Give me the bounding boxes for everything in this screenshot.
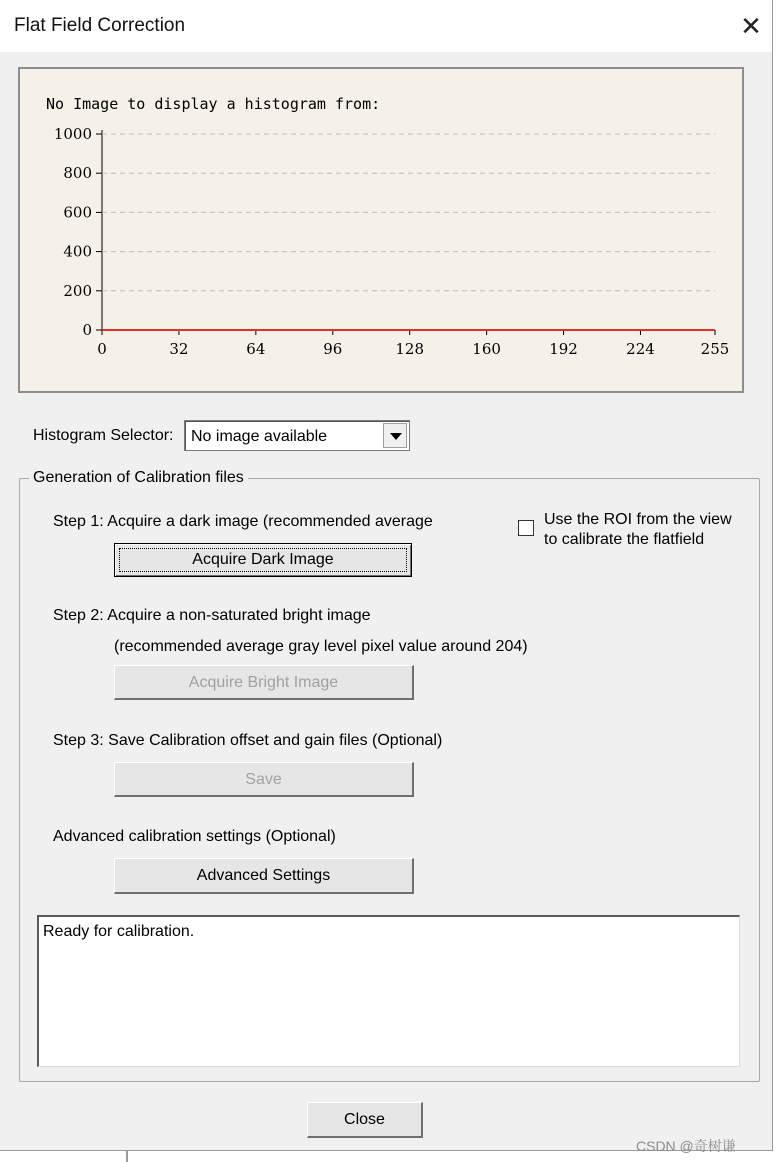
y-tick-label: 0 [82, 321, 92, 339]
acquire-bright-image-label: Acquire Bright Image [188, 674, 339, 691]
advanced-settings-button[interactable] [114, 858, 414, 894]
x-tick-label: 255 [700, 340, 730, 358]
status-log-text: Ready for calibration. [43, 923, 195, 940]
step2-label: Step 2: Acquire a non-saturated bright image [53, 607, 371, 624]
status-log[interactable] [37, 915, 740, 1067]
save-button-label: Save [245, 771, 282, 788]
close-icon[interactable]: ✕ [740, 11, 762, 41]
window-right-edge [773, 0, 780, 1150]
chevron-down-icon[interactable] [383, 423, 407, 448]
y-tick-label: 1000 [53, 125, 92, 143]
histogram-selector-value: No image available [191, 428, 328, 445]
close-button[interactable] [307, 1102, 423, 1138]
y-tick-label: 800 [63, 164, 92, 183]
x-tick-label: 64 [246, 340, 266, 358]
title-bar[interactable] [0, 0, 772, 52]
histogram-chart [20, 69, 742, 391]
window-title: Flat Field Correction [14, 15, 186, 36]
advanced-settings-label: Advanced Settings [196, 867, 331, 884]
roi-checkbox[interactable] [518, 520, 534, 536]
step3-label: Step 3: Save Calibration offset and gain files (Optional) [53, 732, 443, 749]
watermark: CSDN @奇树谦 [636, 1138, 736, 1154]
edge-tick [126, 1150, 128, 1162]
histogram-selector-dropdown[interactable] [184, 420, 410, 451]
x-tick-label: 96 [323, 340, 343, 358]
x-tick-label: 224 [626, 340, 655, 358]
y-tick-label: 600 [63, 203, 92, 222]
y-tick-label: 200 [63, 281, 92, 300]
calibration-group-title: Generation of Calibration files [29, 469, 248, 487]
roi-checkbox-label-line1[interactable]: Use the ROI from the view [544, 511, 732, 528]
x-tick-label: 0 [97, 340, 107, 358]
histogram-selector-label: Histogram Selector: [33, 427, 174, 444]
acquire-dark-image-button[interactable] [114, 543, 412, 577]
step1-label: Step 1: Acquire a dark image (recommended average [53, 513, 433, 530]
acquire-bright-image-button[interactable] [114, 665, 414, 700]
roi-checkbox-label-line2[interactable]: to calibrate the flatfield [544, 531, 705, 548]
histogram-panel [18, 67, 744, 393]
x-tick-label: 128 [395, 340, 425, 358]
histogram-message: No Image to display a histogram from: [46, 95, 381, 113]
save-button[interactable] [114, 762, 414, 797]
y-tick-label: 400 [63, 242, 92, 261]
x-tick-label: 192 [549, 340, 578, 358]
x-tick-label: 32 [169, 340, 189, 358]
step2-note: (recommended average gray level pixel value around 204) [114, 638, 528, 655]
x-tick-label: 160 [472, 340, 501, 358]
acquire-dark-image-label: Acquire Dark Image [192, 551, 334, 568]
advanced-label: Advanced calibration settings (Optional) [53, 828, 336, 845]
close-button-label: Close [344, 1111, 385, 1128]
